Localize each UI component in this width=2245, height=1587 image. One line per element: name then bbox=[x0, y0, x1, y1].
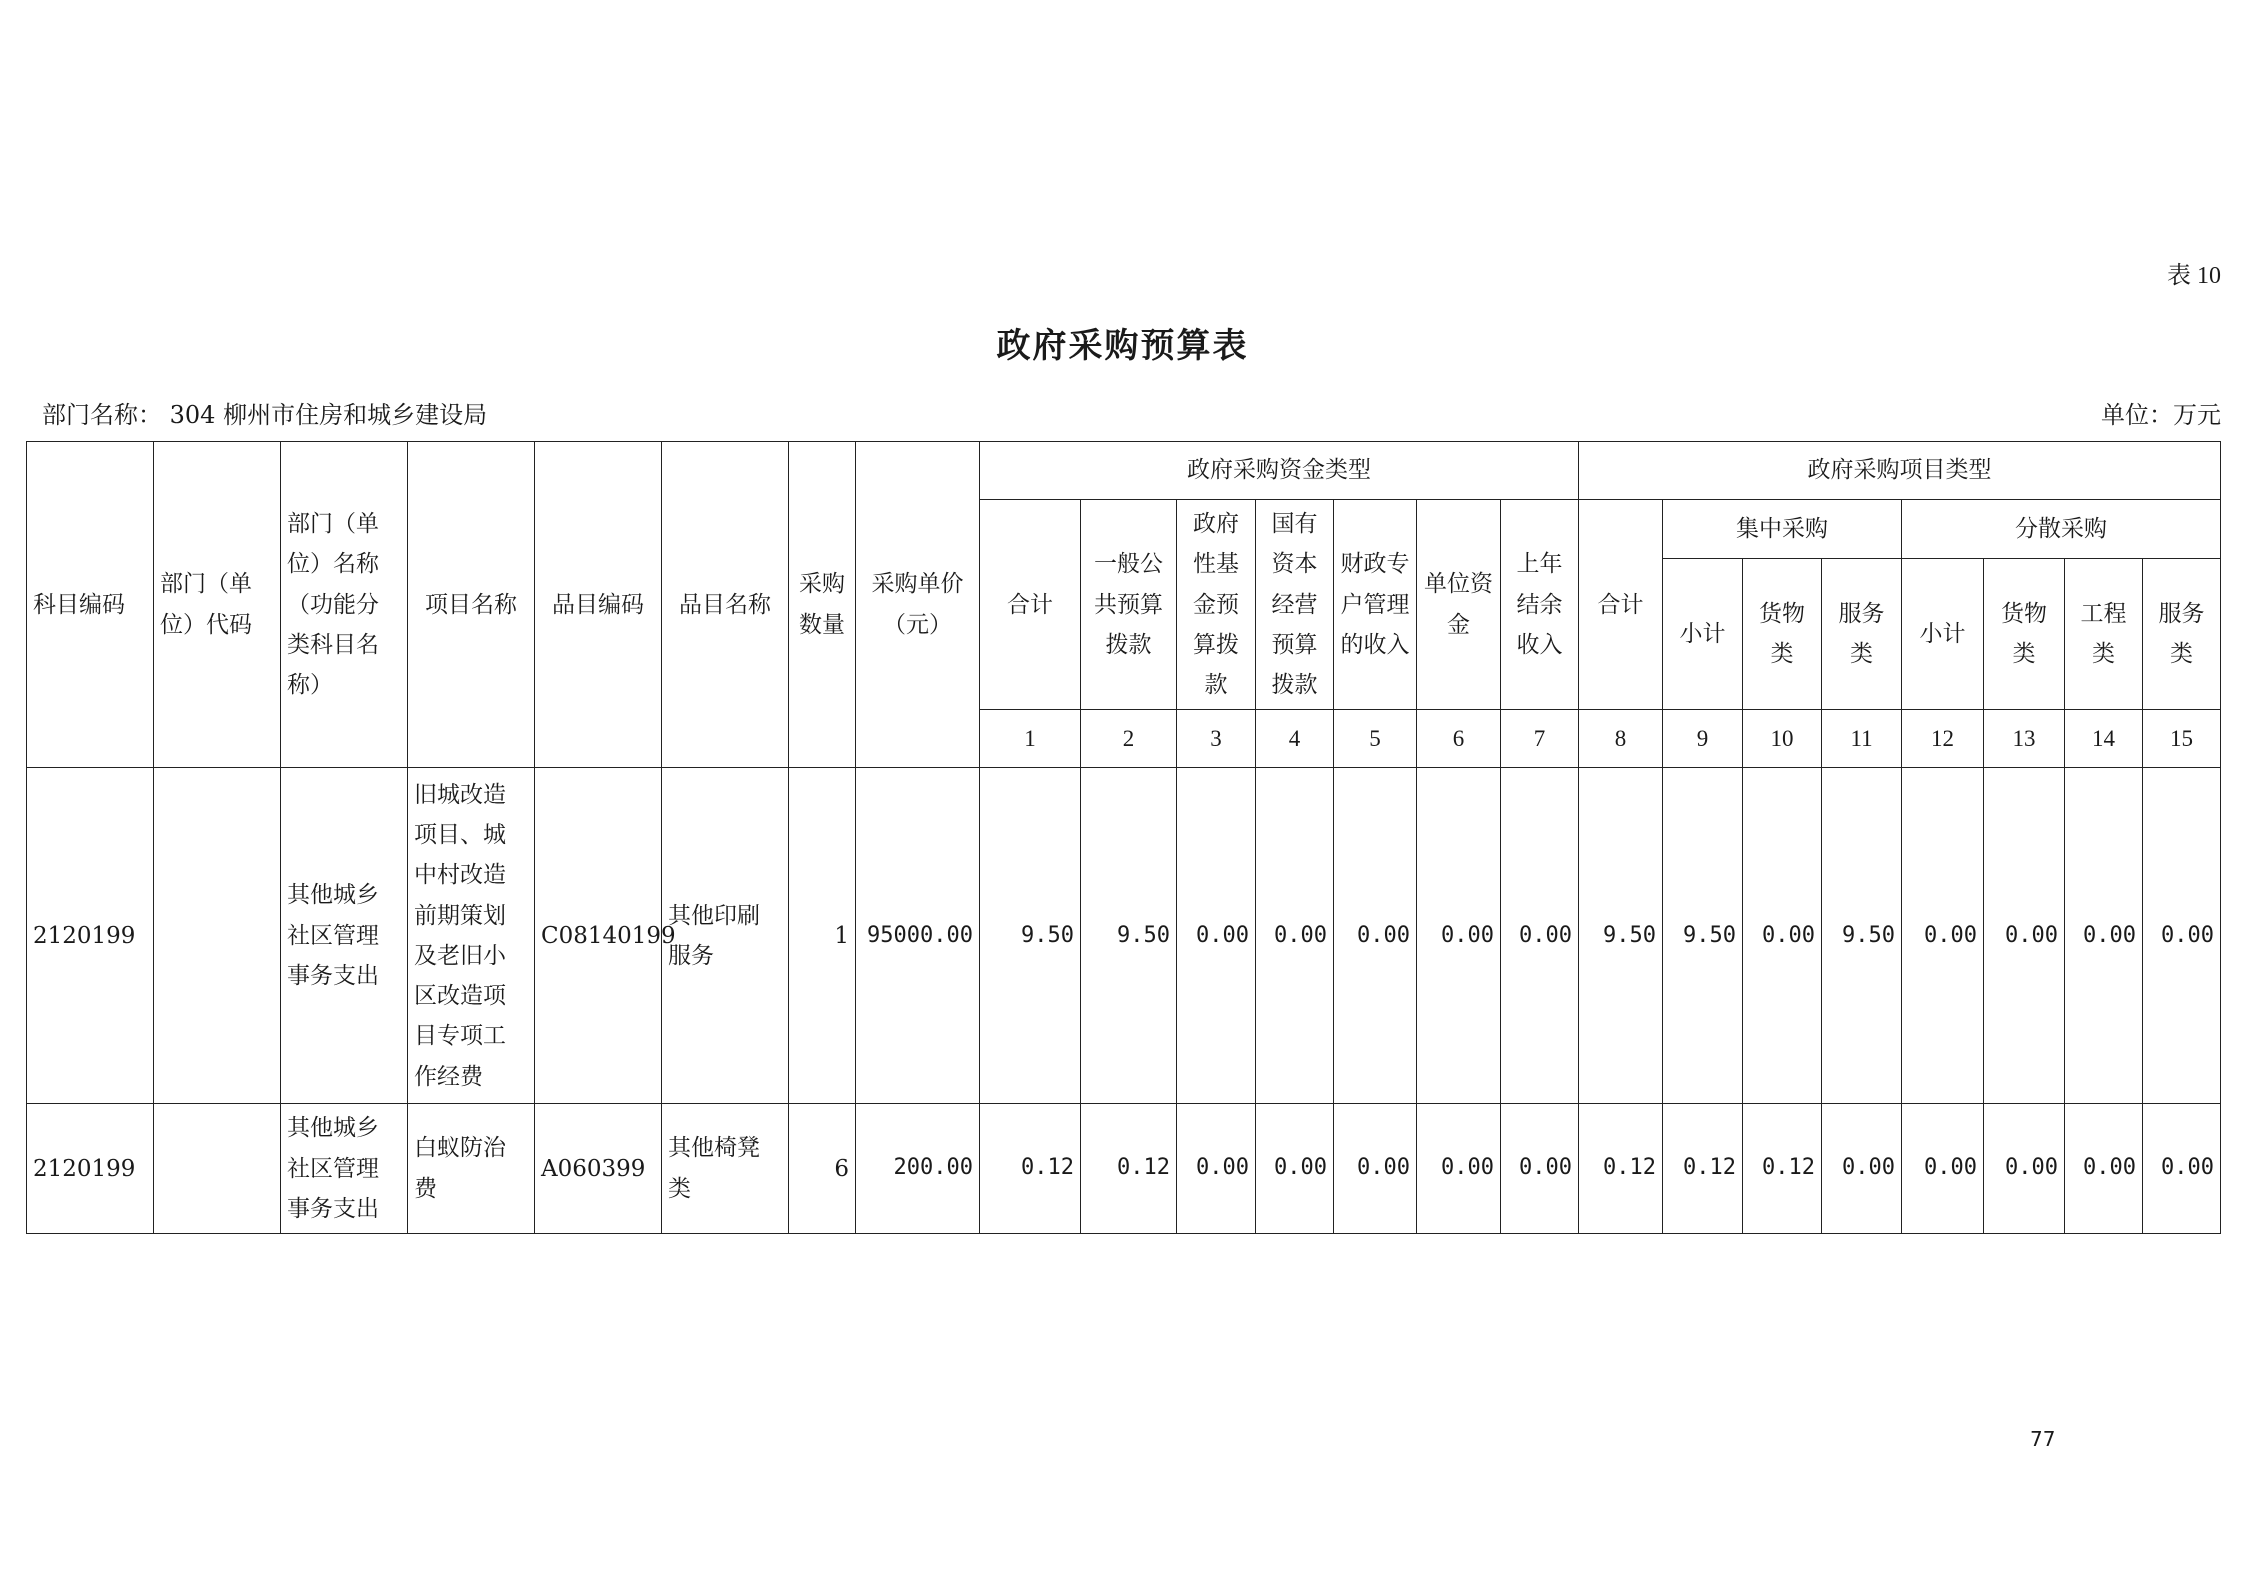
cell-dept-name: 其他城乡社区管理事务支出 bbox=[281, 1104, 408, 1234]
cell-value: 0.00 bbox=[1417, 1104, 1501, 1234]
cell-value: 0.00 bbox=[1902, 1104, 1984, 1234]
header-item-code: 品目编码 bbox=[535, 442, 662, 768]
cell-value: 0.00 bbox=[2065, 1104, 2143, 1234]
cell-dept-name: 其他城乡社区管理事务支出 bbox=[281, 768, 408, 1104]
cell-value: 0.12 bbox=[1663, 1104, 1743, 1234]
header-dept-code: 部门（单位）代码 bbox=[154, 442, 281, 768]
department-line bbox=[42, 395, 487, 430]
cell-value: 0.00 bbox=[1177, 1104, 1256, 1234]
cell-value: 0.00 bbox=[1822, 1104, 1902, 1234]
cell-value: 0.00 bbox=[1334, 1104, 1417, 1234]
column-number: 4 bbox=[1256, 710, 1334, 768]
cell-unit-price: 200.00 bbox=[856, 1104, 980, 1234]
header-prior-year-balance: 上年结余收入 bbox=[1501, 500, 1579, 710]
header-decentralized-subtotal: 小计 bbox=[1902, 558, 1984, 710]
column-number: 11 bbox=[1822, 710, 1902, 768]
cell-quantity: 1 bbox=[789, 768, 856, 1104]
header-decentralized-services: 服务类 bbox=[2143, 558, 2221, 710]
page-number: 77 bbox=[2030, 1427, 2056, 1451]
column-number: 3 bbox=[1177, 710, 1256, 768]
column-number: 9 bbox=[1663, 710, 1743, 768]
header-special-account: 财政专户管理的收入 bbox=[1334, 500, 1417, 710]
column-number: 13 bbox=[1984, 710, 2065, 768]
cell-unit-price: 95000.00 bbox=[856, 768, 980, 1104]
cell-value: 0.00 bbox=[1902, 768, 1984, 1104]
column-number: 14 bbox=[2065, 710, 2143, 768]
header-row-1 bbox=[27, 442, 2221, 500]
header-decentralized-works: 工程类 bbox=[2065, 558, 2143, 710]
header-project-total: 合计 bbox=[1579, 500, 1663, 710]
header-project-type-group: 政府采购项目类型 bbox=[1579, 442, 2221, 500]
table-number: 表 10 bbox=[2167, 263, 2221, 289]
cell-subject-code: 2120199 bbox=[27, 768, 154, 1104]
cell-item-name: 其他印刷服务 bbox=[662, 768, 789, 1104]
cell-project-name: 旧城改造项目、城中村改造前期策划及老旧小区改造项目专项工作经费 bbox=[408, 768, 535, 1104]
header-fund-total: 合计 bbox=[980, 500, 1081, 710]
column-number: 2 bbox=[1081, 710, 1177, 768]
department-name: 304 柳州市住房和城乡建设局 bbox=[169, 401, 488, 429]
cell-value: 0.00 bbox=[2143, 1104, 2221, 1234]
cell-value: 9.50 bbox=[1822, 768, 1902, 1104]
cell-value: 0.12 bbox=[1081, 1104, 1177, 1234]
unit-label: 单位：万元 bbox=[2101, 401, 2221, 429]
header-fund-type-group: 政府采购资金类型 bbox=[980, 442, 1579, 500]
header-centralized-services: 服务类 bbox=[1822, 558, 1902, 710]
column-number: 7 bbox=[1501, 710, 1579, 768]
cell-value: 0.00 bbox=[2143, 768, 2221, 1104]
cell-value: 0.12 bbox=[1579, 1104, 1663, 1234]
cell-value: 0.00 bbox=[1177, 768, 1256, 1104]
header-decentralized: 分散采购 bbox=[1902, 500, 2221, 559]
cell-item-name: 其他椅凳类 bbox=[662, 1104, 789, 1234]
header-unit-price: 采购单价（元） bbox=[856, 442, 980, 768]
header-decentralized-goods: 货物类 bbox=[1984, 558, 2065, 710]
column-number: 12 bbox=[1902, 710, 1984, 768]
cell-value: 0.00 bbox=[1256, 768, 1334, 1104]
cell-value: 9.50 bbox=[1663, 768, 1743, 1104]
cell-dept-code bbox=[154, 768, 281, 1104]
procurement-budget-table bbox=[26, 441, 2221, 1234]
header-general-budget: 一般公共预算拨款 bbox=[1081, 500, 1177, 710]
header-unit-funds: 单位资金 bbox=[1417, 500, 1501, 710]
column-number: 15 bbox=[2143, 710, 2221, 768]
cell-value: 0.00 bbox=[1501, 768, 1579, 1104]
cell-item-code: C08140199 bbox=[535, 768, 662, 1104]
department-label: 部门名称： bbox=[42, 401, 162, 429]
cell-value: 9.50 bbox=[980, 768, 1081, 1104]
cell-quantity: 6 bbox=[789, 1104, 856, 1234]
header-dept-name: 部门（单位）名称（功能分类科目名称） bbox=[281, 442, 408, 768]
cell-value: 0.00 bbox=[2065, 768, 2143, 1104]
header-centralized-subtotal: 小计 bbox=[1663, 558, 1743, 710]
cell-value: 0.00 bbox=[1984, 1104, 2065, 1234]
cell-item-code: A060399 bbox=[535, 1104, 662, 1234]
cell-value: 0.00 bbox=[1334, 768, 1417, 1104]
header-state-capital: 国有资本经营预算拨款 bbox=[1256, 500, 1334, 710]
cell-project-name: 白蚁防治费 bbox=[408, 1104, 535, 1234]
cell-value: 0.12 bbox=[1743, 1104, 1822, 1234]
cell-value: 0.00 bbox=[1501, 1104, 1579, 1234]
cell-dept-code bbox=[154, 1104, 281, 1234]
column-number: 6 bbox=[1417, 710, 1501, 768]
header-centralized: 集中采购 bbox=[1663, 500, 1902, 559]
cell-value: 0.00 bbox=[1743, 768, 1822, 1104]
cell-value: 9.50 bbox=[1081, 768, 1177, 1104]
cell-subject-code: 2120199 bbox=[27, 1104, 154, 1234]
header-quantity: 采购数量 bbox=[789, 442, 856, 768]
column-number: 1 bbox=[980, 710, 1081, 768]
cell-value: 0.00 bbox=[1984, 768, 2065, 1104]
document-title: 政府采购预算表 bbox=[996, 326, 1249, 366]
table-row bbox=[27, 768, 2221, 1104]
column-number: 5 bbox=[1334, 710, 1417, 768]
column-number: 8 bbox=[1579, 710, 1663, 768]
cell-value: 9.50 bbox=[1579, 768, 1663, 1104]
cell-value: 0.12 bbox=[980, 1104, 1081, 1234]
table-row bbox=[27, 1104, 2221, 1234]
cell-value: 0.00 bbox=[1417, 768, 1501, 1104]
header-gov-fund: 政府性基金预算拨款 bbox=[1177, 500, 1256, 710]
header-subject-code: 科目编码 bbox=[27, 442, 154, 768]
header-project-name: 项目名称 bbox=[408, 442, 535, 768]
header-centralized-goods: 货物类 bbox=[1743, 558, 1822, 710]
cell-value: 0.00 bbox=[1256, 1104, 1334, 1234]
column-number: 10 bbox=[1743, 710, 1822, 768]
header-item-name: 品目名称 bbox=[662, 442, 789, 768]
